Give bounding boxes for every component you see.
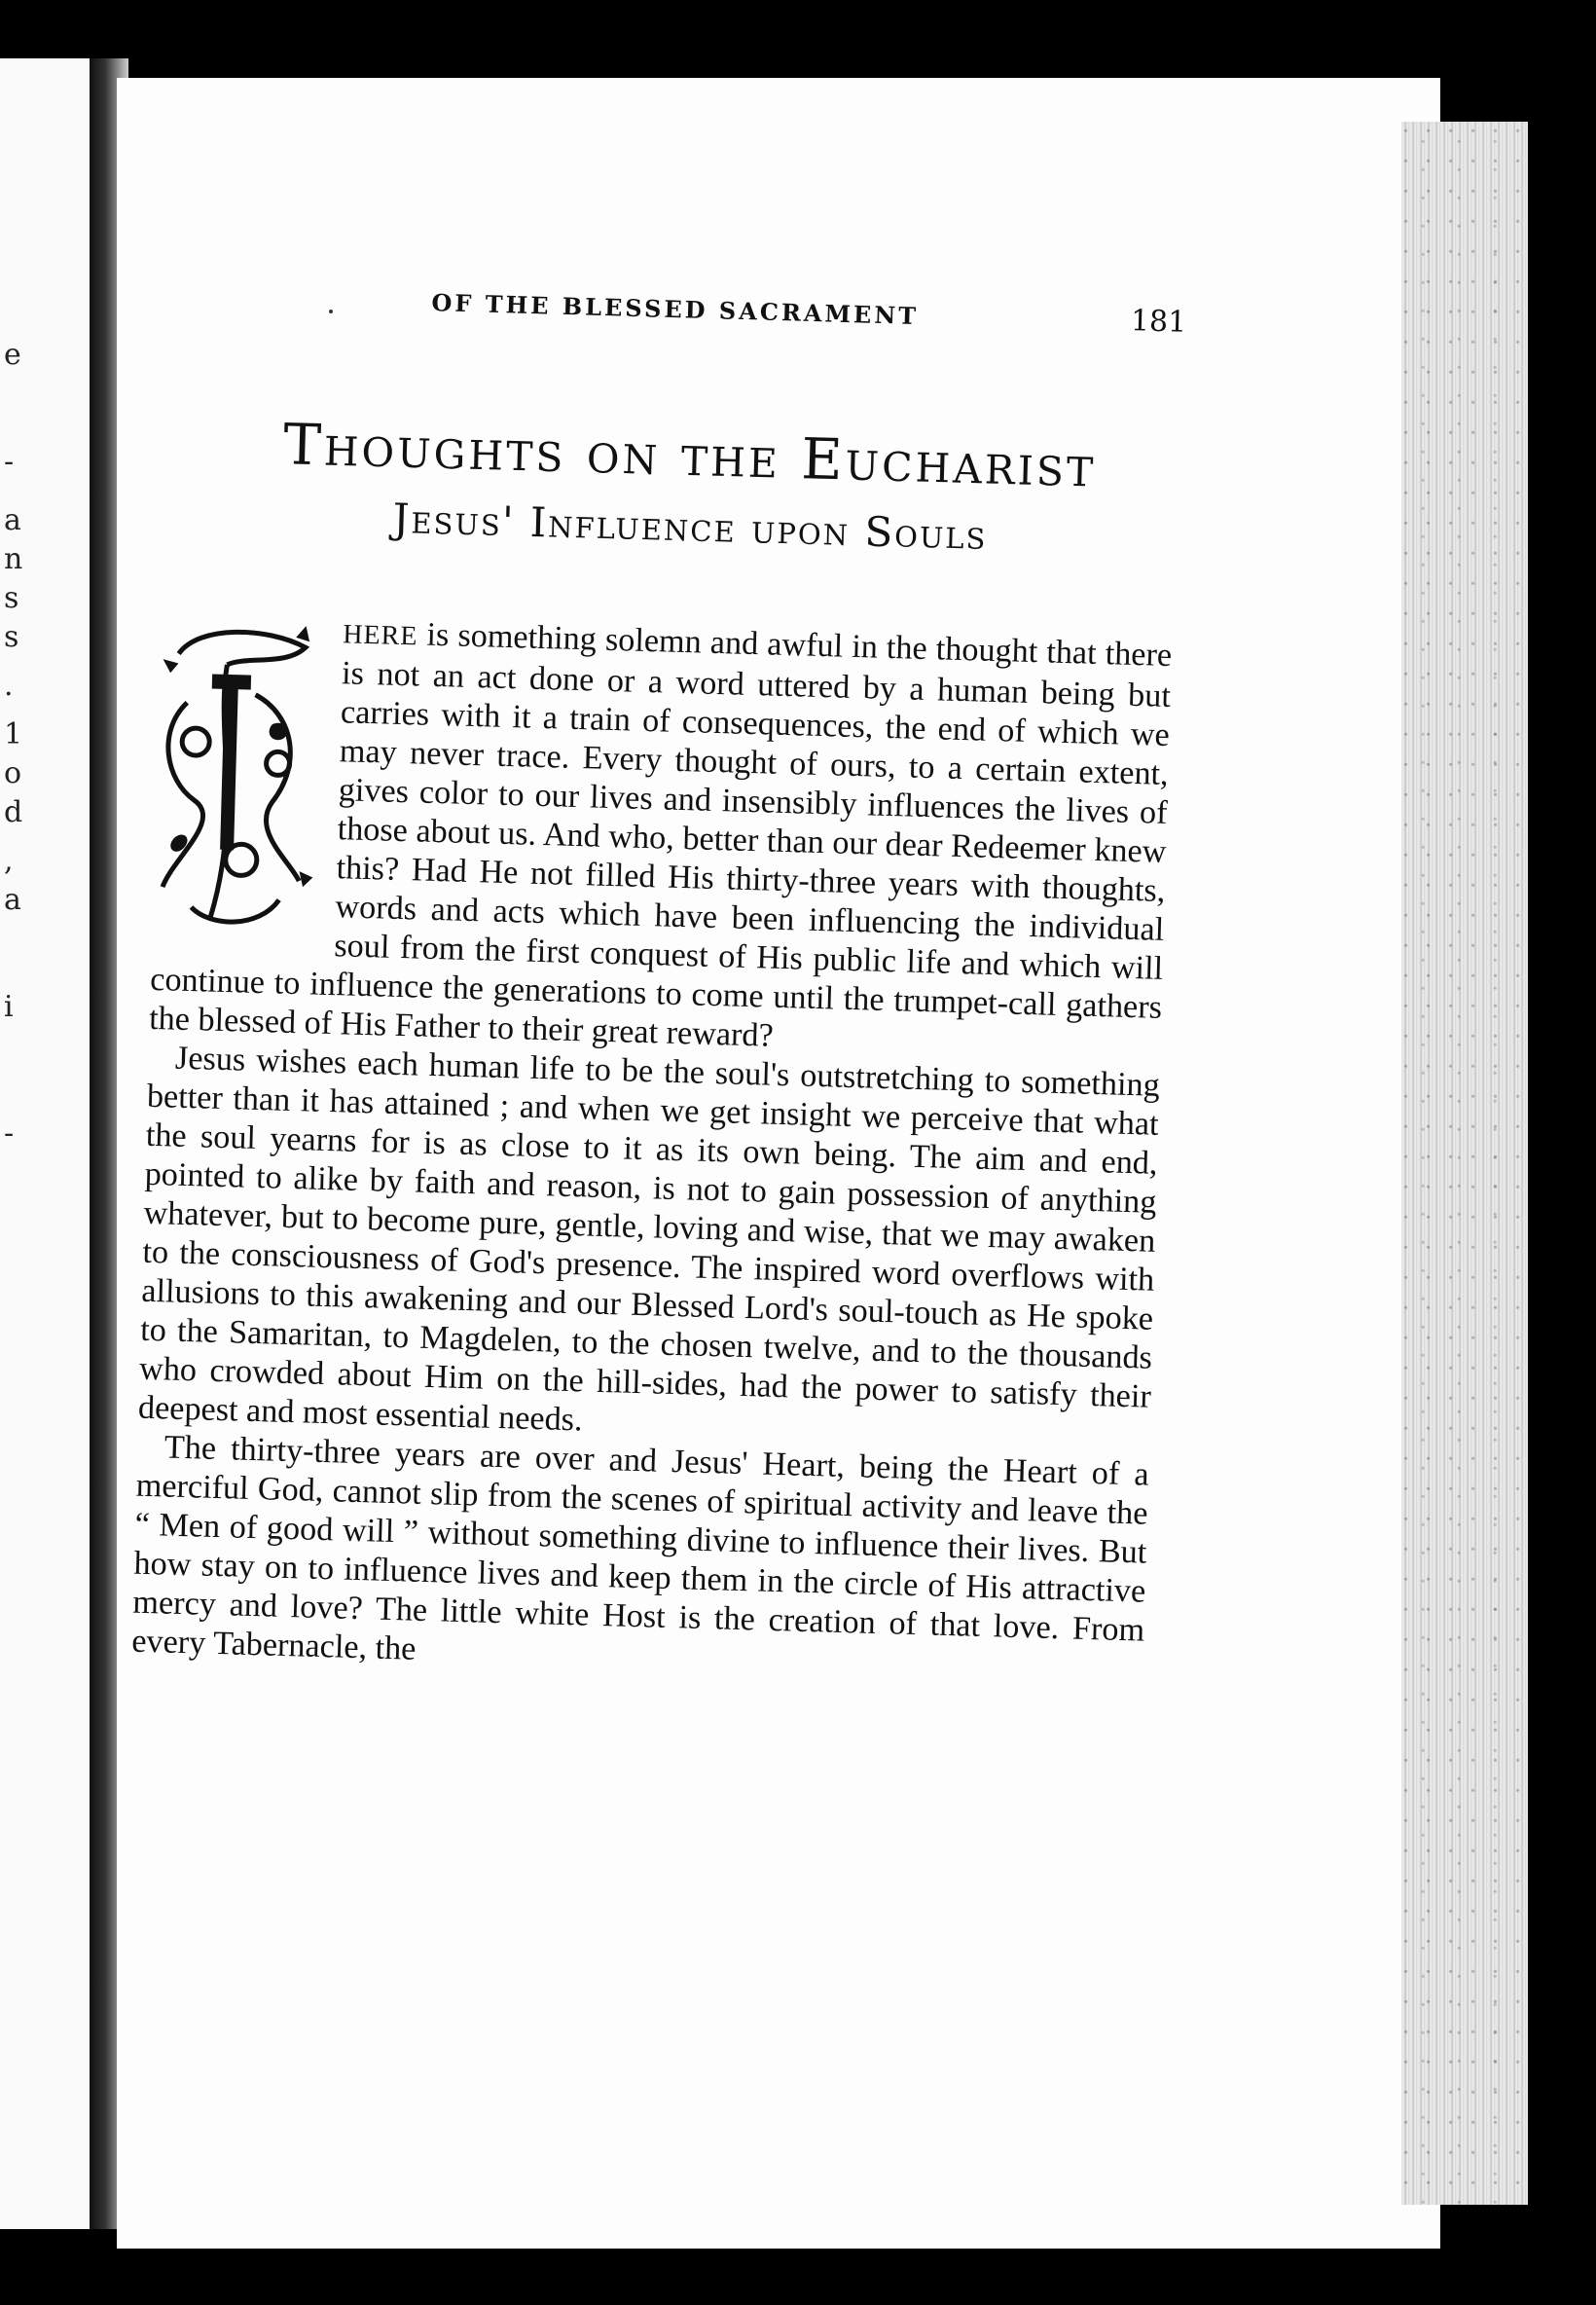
facing-page-edge [0, 58, 90, 2229]
facing-page-fragment: a [4, 883, 21, 917]
facing-page-fragment: o [4, 756, 22, 790]
facing-page-fragment: s [4, 620, 19, 654]
page-number: 181 [1130, 304, 1187, 340]
chapter-title: Thoughts on the Eucharist [282, 411, 1098, 500]
facing-page-fragment: i [4, 990, 14, 1024]
facing-page-fragment: n [4, 542, 23, 576]
ornamental-drop-cap [152, 614, 326, 940]
paragraph-1: is something solemn and awful in the thought that there is not an act done or a word uttered by a human being but carries with it a train of consequences, the end of which we may never trace. Every thought of ours, to a certain extent, gives color to our lives and insensibly influences the lives of those about us. And who, better than our dear Redeemer knew this? Had He not filled His thirty-three years with thoughts, words and acts which have been influencing the individual soul from the first conquest of His public life and which will continue to influence the generations to come until the trumpet-call gathers the blessed of His Father to their great reward? [148, 616, 1173, 1054]
page-edges [1401, 122, 1528, 2205]
running-head: OF THE BLESSED SACRAMENT [431, 288, 920, 331]
facing-page-fragment: , [4, 844, 14, 878]
paragraph-2: Jesus wishes each human life to be the soul's outstretching to something better than it has attained ; and when we get insight we perceive that what the soul yearns for is as close to it as its own being. The aim and end, pointed to alike by faith and reason, is not to gain possession of anything whatever, but to become pure, gentle, loving and wise, that we may awaken to the consciousness of God's presence. The inspired word overflows with allusions to this awakening and our Blessed Lord's soul-touch as He spoke to the Samaritan, to Magdelen, to the chosen twelve, and to the thousands who crowded about Him on the hill-sides, had the power to satisfy their deepest and most essential needs. [137, 1040, 1161, 1439]
facing-page-fragment: d [4, 795, 23, 829]
facing-page-fragment: a [4, 503, 21, 537]
facing-page-fragment: 1 [4, 717, 23, 751]
facing-page-fragment: e [4, 338, 21, 372]
paragraph-3: The thirty-three years are over and Jesus' Heart, being the Heart of a merciful God, cannot slip from the scenes of spiritual activity and leave the “ Men of good will ” without something divine to influence their lives. But how stay on to influence lives and keep them in the circle of His attractive mercy and love? The little white Host is the creation of that love. From every Tabernacle, the [130, 1429, 1150, 1667]
facing-page-fragment: s [4, 581, 19, 615]
facing-page-fragment: - [4, 445, 15, 479]
facing-page-fragment: . [4, 669, 14, 703]
ink-speck [329, 310, 333, 313]
facing-page-fragment: - [4, 1116, 15, 1151]
lead-in-smallcaps: HERE [342, 619, 418, 652]
chapter-subtitle: Jesus' Influence upon Souls [392, 494, 989, 559]
body-text [131, 608, 1173, 1690]
